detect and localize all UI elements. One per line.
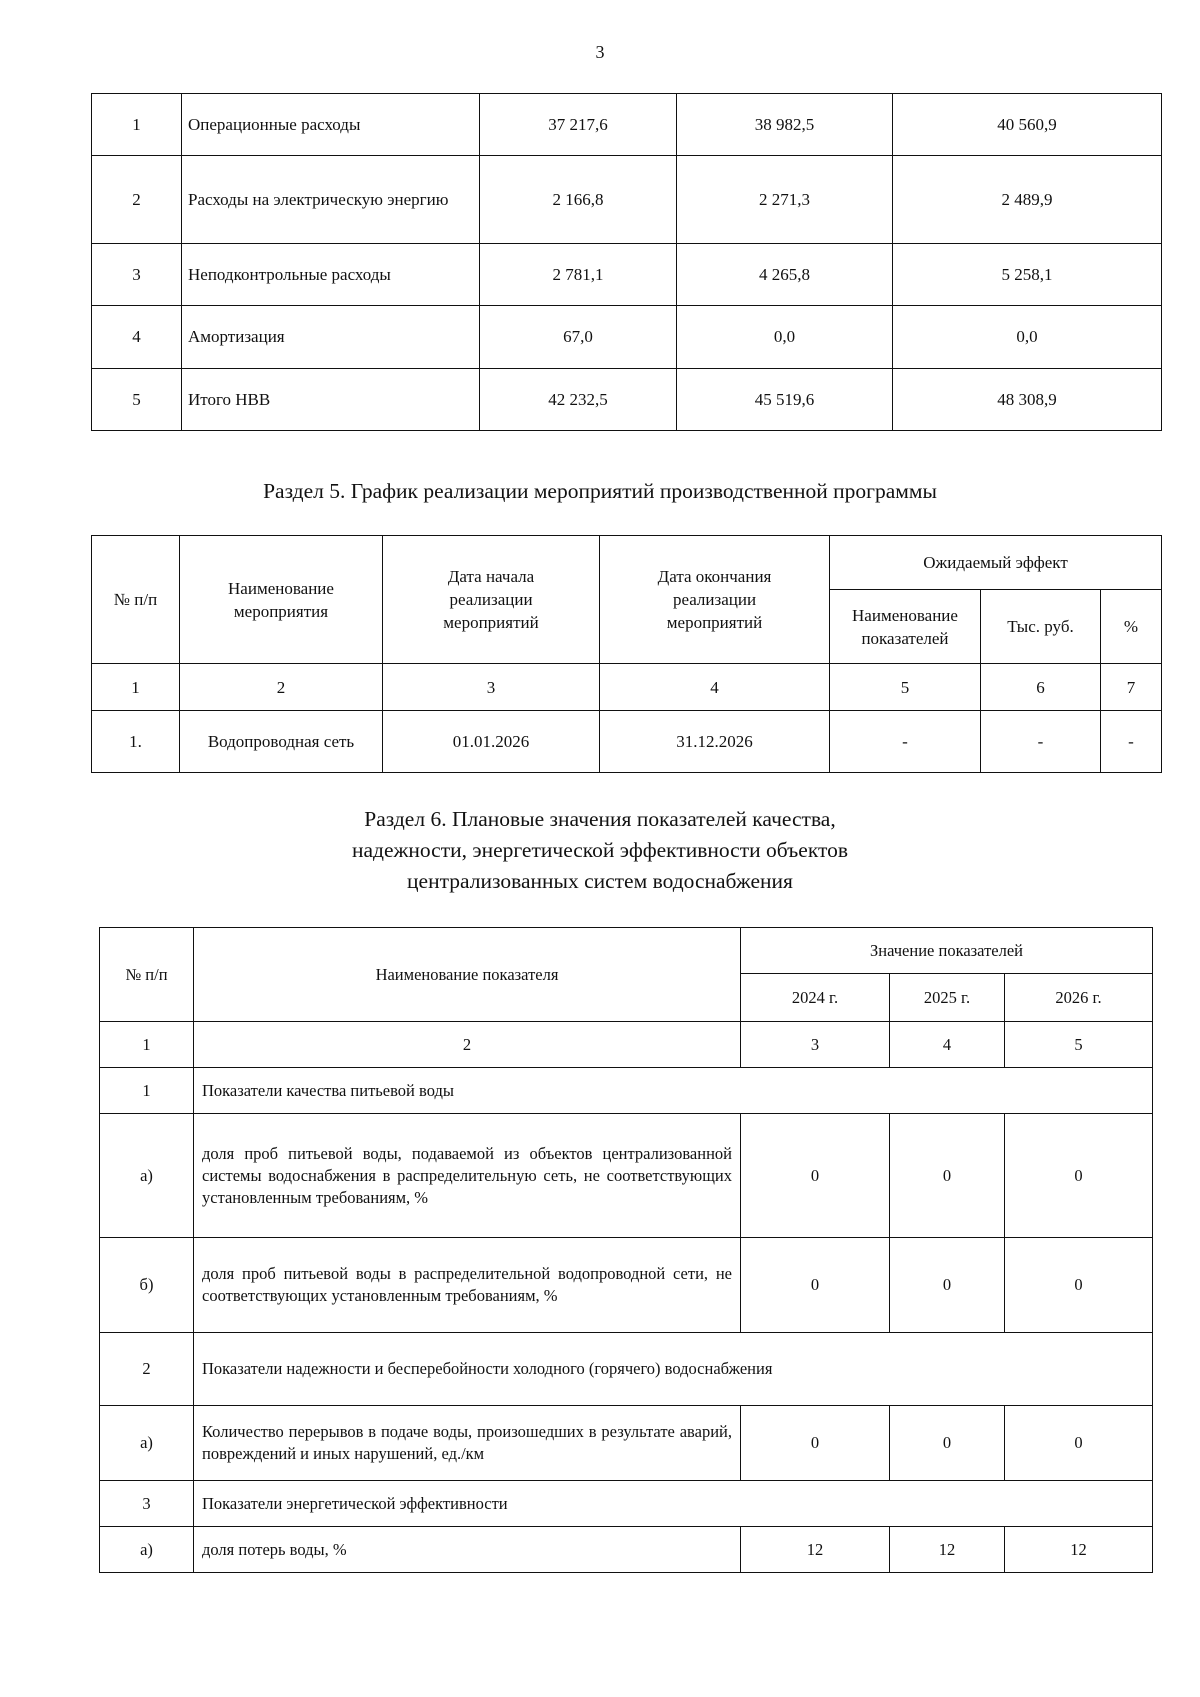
percent: - <box>1101 711 1162 773</box>
start-date: 01.01.2026 <box>383 711 600 773</box>
column-index: 2 <box>194 1022 741 1068</box>
value-2024: 0 <box>741 1114 890 1238</box>
measure-name: Водопроводная сеть <box>180 711 383 773</box>
indicator-name: доля проб питьевой воды в распределительной водопроводной сети, не соответствующих установленным требованиям, % <box>194 1238 741 1333</box>
page-number: 3 <box>595 42 605 62</box>
expense-name: Неподконтрольные расходы <box>182 244 480 306</box>
section6-title-line1: Раздел 6. Плановые значения показателей качества, <box>364 807 836 831</box>
value-2024: 12 <box>741 1527 890 1573</box>
row-number: 3 <box>92 244 182 306</box>
row-number: 1 <box>92 94 182 156</box>
indicators-table <box>99 927 1153 1573</box>
value-col-2: 38 982,5 <box>677 94 893 156</box>
expense-name: Амортизация <box>182 306 480 369</box>
indicator-name: Количество перерывов в подаче воды, произошедших в результате аварий, повреждений и иных нарушений, ед./км <box>194 1406 741 1481</box>
value-col-3: 48 308,9 <box>893 369 1162 431</box>
value-2025: 0 <box>890 1406 1005 1481</box>
header-indicator-name: Наименование показателей <box>830 590 981 664</box>
value-2024: 0 <box>741 1406 890 1481</box>
expense-name: Итого НВВ <box>182 369 480 431</box>
value-col-1: 37 217,6 <box>480 94 677 156</box>
header-year-2026: 2026 г. <box>1005 974 1153 1022</box>
value-col-3: 40 560,9 <box>893 94 1162 156</box>
section6-title-line3: централизованных систем водоснабжения <box>407 869 793 893</box>
row-number: а) <box>100 1527 194 1573</box>
value-col-2: 2 271,3 <box>677 156 893 244</box>
row-number: 3 <box>100 1481 194 1527</box>
value-2025: 0 <box>890 1114 1005 1238</box>
row-number: 1. <box>92 711 180 773</box>
table-row <box>92 369 1162 431</box>
value-col-3: 2 489,9 <box>893 156 1162 244</box>
column-index-row <box>100 1022 1153 1068</box>
row-number: 4 <box>92 306 182 369</box>
expense-name: Расходы на электрическую энергию <box>182 156 480 244</box>
table-row <box>100 1238 1153 1333</box>
group-row <box>100 1068 1153 1114</box>
row-number: б) <box>100 1238 194 1333</box>
value-col-1: 2 166,8 <box>480 156 677 244</box>
group-row <box>100 1481 1153 1527</box>
row-number: 2 <box>92 156 182 244</box>
value-2024: 0 <box>741 1238 890 1333</box>
indicator-name: - <box>830 711 981 773</box>
value-col-2: 45 519,6 <box>677 369 893 431</box>
column-index: 5 <box>830 664 981 711</box>
table-row <box>92 306 1162 369</box>
header-indicator-values: Значение показателей <box>741 928 1153 974</box>
value-col-3: 5 258,1 <box>893 244 1162 306</box>
header-start-date: Дата начала реализации мероприятий <box>383 536 600 664</box>
column-index: 7 <box>1101 664 1162 711</box>
group-title: Показатели энергетической эффективности <box>194 1481 1153 1527</box>
row-number: 5 <box>92 369 182 431</box>
value-col-2: 4 265,8 <box>677 244 893 306</box>
value-2026: 12 <box>1005 1527 1153 1573</box>
table-row <box>92 94 1162 156</box>
value-2026: 0 <box>1005 1238 1153 1333</box>
header-percent: % <box>1101 590 1162 664</box>
end-date: 31.12.2026 <box>600 711 830 773</box>
header-end-date: Дата окончания реализации мероприятий <box>600 536 830 664</box>
row-number: 1 <box>100 1068 194 1114</box>
table-row <box>92 156 1162 244</box>
column-index: 2 <box>180 664 383 711</box>
header-year-2025: 2025 г. <box>890 974 1005 1022</box>
header-year-2024: 2024 г. <box>741 974 890 1022</box>
indicator-name: доля потерь воды, % <box>194 1527 741 1573</box>
indicator-name: доля проб питьевой воды, подаваемой из объектов централизованной системы водоснабжения в распределительную сеть, не соответствующих установленным требованиям, % <box>194 1114 741 1238</box>
value-col-1: 42 232,5 <box>480 369 677 431</box>
column-index: 4 <box>600 664 830 711</box>
section5-title: Раздел 5. График реализации мероприятий производственной программы <box>263 479 937 503</box>
section6-title-line2: надежности, энергетической эффективности объектов <box>352 838 848 862</box>
table-row <box>92 244 1162 306</box>
header-expected-effect: Ожидаемый эффект <box>830 536 1162 590</box>
row-number: а) <box>100 1406 194 1481</box>
column-index: 1 <box>92 664 180 711</box>
header-num: № п/п <box>92 536 180 664</box>
value-col-2: 0,0 <box>677 306 893 369</box>
value-2026: 0 <box>1005 1114 1153 1238</box>
column-index: 5 <box>1005 1022 1153 1068</box>
table-row <box>100 1527 1153 1573</box>
column-index: 3 <box>383 664 600 711</box>
column-index: 6 <box>981 664 1101 711</box>
value-2026: 0 <box>1005 1406 1153 1481</box>
group-title: Показатели надежности и бесперебойности холодного (горячего) водоснабжения <box>194 1333 1153 1406</box>
group-row <box>100 1333 1153 1406</box>
column-index: 3 <box>741 1022 890 1068</box>
expense-name: Операционные расходы <box>182 94 480 156</box>
section6-title <box>0 804 1200 897</box>
row-number: а) <box>100 1114 194 1238</box>
value-2025: 12 <box>890 1527 1005 1573</box>
column-index-row <box>92 664 1162 711</box>
row-number: 2 <box>100 1333 194 1406</box>
header-num: № п/п <box>100 928 194 1022</box>
header-indicator-name: Наименование показателя <box>194 928 741 1022</box>
group-title: Показатели качества питьевой воды <box>194 1068 1153 1114</box>
value-2025: 0 <box>890 1238 1005 1333</box>
header-measure-name: Наименование мероприятия <box>180 536 383 664</box>
cost-table <box>91 93 1162 431</box>
value-col-1: 2 781,1 <box>480 244 677 306</box>
value-col-1: 67,0 <box>480 306 677 369</box>
schedule-table <box>91 535 1162 773</box>
table-row <box>100 1114 1153 1238</box>
table-row <box>100 1406 1153 1481</box>
table-row <box>92 711 1162 773</box>
column-index: 1 <box>100 1022 194 1068</box>
header-thousand-rub: Тыс. руб. <box>981 590 1101 664</box>
value-col-3: 0,0 <box>893 306 1162 369</box>
column-index: 4 <box>890 1022 1005 1068</box>
thousand-rub: - <box>981 711 1101 773</box>
